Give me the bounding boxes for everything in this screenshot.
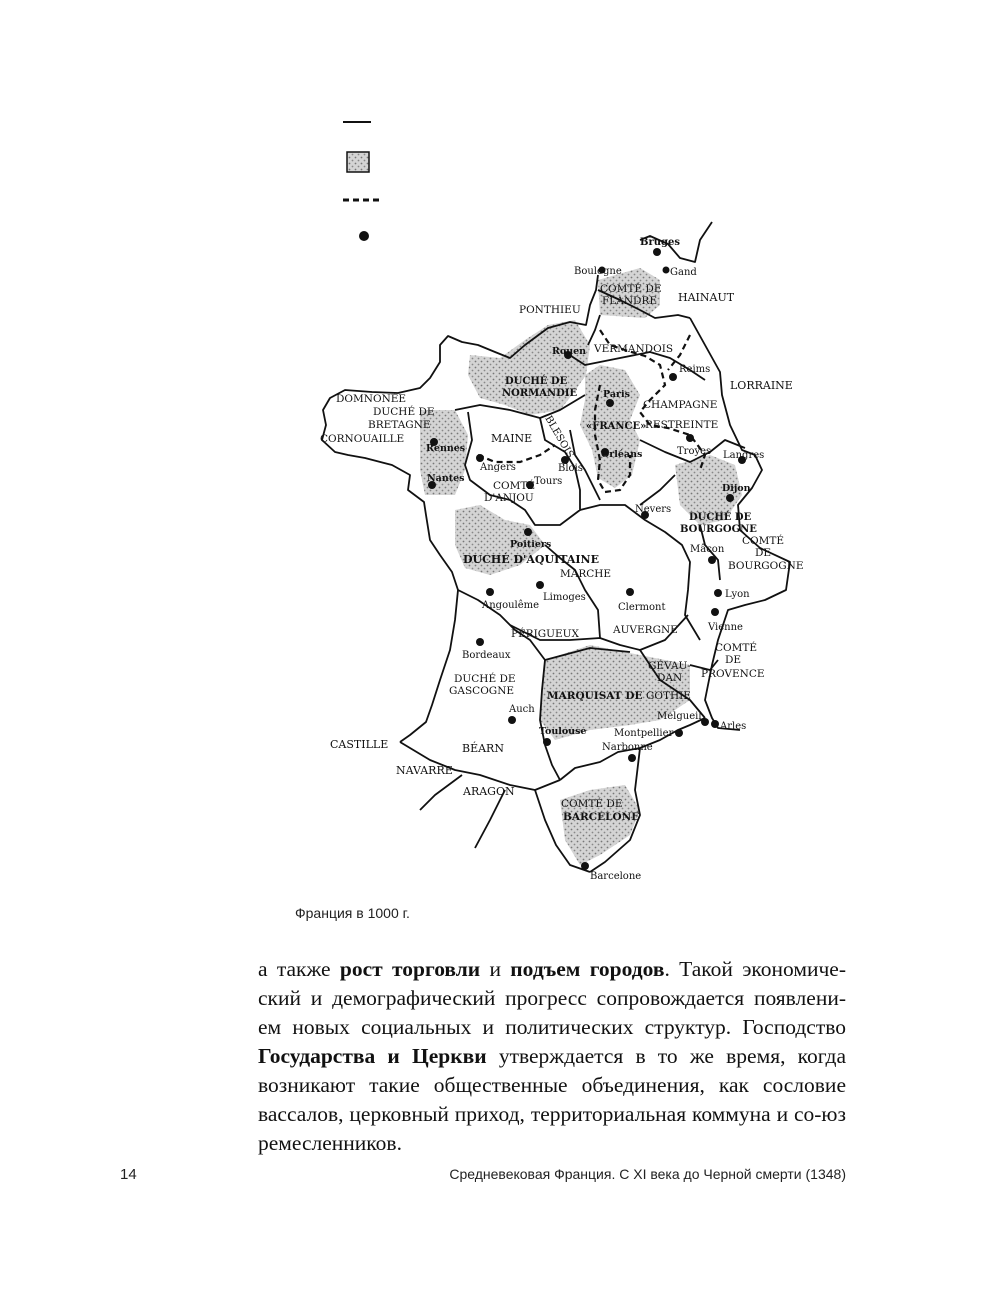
map-label: DOMNONÉE — [336, 393, 407, 405]
map-label: RESTREINTE — [645, 419, 719, 431]
map-label: Poitiers — [510, 539, 552, 550]
map-label: HAINAUT — [678, 291, 735, 304]
map-label: Nevers — [635, 504, 672, 515]
map-label: GOTHIE — [646, 690, 691, 702]
city-dot-angouleme — [486, 588, 494, 596]
map-label: COMTÉ DE — [561, 798, 623, 810]
map-label: BÉARN — [462, 742, 504, 755]
map-label: Vienne — [708, 622, 743, 633]
map-label: CASTILLE — [330, 738, 389, 751]
map-label: Angoulême — [482, 600, 540, 611]
map-label: Langres — [723, 450, 765, 461]
city-dot-clermont — [626, 588, 634, 596]
body-bold-term: подъем городов — [510, 957, 665, 981]
map-label: PÉRIGUEUX — [511, 628, 580, 640]
city-dot-bordeaux — [476, 638, 484, 646]
body-bold-term: Государства и Церкви — [258, 1044, 487, 1068]
city-dot-macon — [708, 556, 716, 564]
city-dot-troyes — [686, 434, 694, 442]
city-dot-auch — [508, 716, 516, 724]
map-label: PROVENCE — [701, 668, 765, 680]
city-dot-barcelone — [581, 862, 589, 870]
map-label: Lyon — [725, 589, 750, 600]
map-label: GASCOGNE — [449, 685, 515, 697]
map-label: ARAGON — [463, 785, 515, 798]
city-dot-poitiers — [524, 528, 532, 536]
map-label: PONTHIEU — [519, 304, 581, 316]
region-normandie — [468, 320, 590, 415]
map-label: Toulouse — [539, 726, 587, 737]
body-text-segment: . Такой экономиче-ский и демографический прогресс сопровождается появлени-ем новых социальных и политических структур. Господство — [258, 957, 846, 1039]
body-text-segment: а также — [258, 957, 340, 981]
city-dot-lyon — [714, 589, 722, 597]
map-legend — [343, 122, 381, 241]
map-label: Tours — [534, 476, 563, 487]
body-bold-term: рост торговли — [339, 957, 481, 981]
page-number: 14 — [120, 1166, 137, 1183]
map-label: CHAMPAGNE — [643, 399, 718, 411]
city-dot-bruges — [653, 248, 661, 256]
map-label: Dijon — [722, 483, 751, 494]
map-label: DUCHÉ DE — [689, 512, 752, 523]
figure-caption: Франция в 1000 г. — [295, 905, 410, 921]
map-label: BARCELONE — [563, 811, 640, 823]
map-label: BLESOIS — [542, 414, 576, 461]
map-label: CORNOUAILLE — [320, 433, 405, 445]
map-label: Limoges — [543, 592, 586, 603]
map-label: Reims — [679, 364, 711, 375]
map-label: DE — [755, 547, 772, 559]
map-label: Barcelone — [590, 871, 642, 882]
city-dot-toulouse — [543, 738, 551, 746]
map-label: DUCHÉ D'AQUITAINE — [463, 553, 599, 566]
body-paragraph — [258, 955, 846, 1158]
map-label: Boulogne — [574, 266, 622, 277]
map-label: Bruges — [640, 237, 680, 248]
map-label: MARCHE — [560, 568, 612, 580]
map-label: Clermont — [618, 602, 666, 613]
map-label: Rennes — [426, 443, 466, 454]
shaded-regions — [420, 268, 742, 865]
map-label: Bordeaux — [462, 650, 511, 661]
map-label: Blois — [558, 463, 583, 474]
map-label: MAINE — [491, 432, 533, 445]
map-label: BRETAGNE — [368, 419, 431, 431]
map-label: Narbonne — [602, 742, 653, 753]
map-label: DUCHÉ DE — [373, 406, 435, 418]
legend-royal-domain-swatch — [347, 152, 369, 172]
map-label: DUCHÉ DE — [505, 376, 568, 387]
city-dot-gand — [663, 267, 670, 274]
region-barcelone — [560, 785, 640, 865]
city-dot-dijon — [726, 494, 734, 502]
map-label: «FRANCE» — [586, 421, 647, 432]
map-label: Auch — [509, 704, 535, 715]
map-label: Melgueil — [657, 711, 702, 722]
city-dot-limoges — [536, 581, 544, 589]
map-label: COMTÉ DE — [600, 283, 662, 295]
map-label: Gand — [670, 267, 697, 278]
map-label: Montpellier — [614, 728, 674, 739]
city-dot-arles — [711, 720, 719, 728]
map-label: Troyes — [677, 446, 712, 457]
map-label: NAVARRE — [396, 764, 453, 777]
map-label: Paris — [603, 389, 631, 400]
map-label: NORMANDIE — [502, 388, 578, 399]
city-dot-paris — [606, 399, 614, 407]
map-label: Orléans — [601, 449, 643, 460]
map-label: COMTÉ — [715, 642, 758, 654]
map-label: COMTÉ — [742, 535, 785, 547]
running-footer-title: Средневековая Франция. С XI века до Черной смерти (1348) — [449, 1166, 846, 1182]
map-label: DE — [725, 654, 742, 666]
map-label: Arles — [720, 721, 747, 732]
map-label: Mâcon — [690, 544, 725, 555]
map-label: MARQUISAT DE — [547, 690, 643, 702]
map-label: BOURGOGNE — [728, 560, 804, 572]
map-label: COMTÉ — [493, 480, 536, 492]
city-dot-vienne — [711, 608, 719, 616]
map-label: Angers — [480, 462, 516, 473]
map-label: DAN — [657, 672, 683, 684]
map-label: DUCHÉ DE — [454, 673, 516, 685]
city-dot-montpellier — [675, 729, 683, 737]
map-label: BOURGOGNE — [680, 524, 757, 535]
map-label: LORRAINE — [730, 379, 793, 392]
map-label: AUVERGNE — [613, 624, 678, 636]
city-dot-melgueil — [701, 718, 709, 726]
map-label: VERMANDOIS — [594, 343, 674, 355]
map-label: GÉVAU- — [648, 660, 691, 672]
map-label: Nantes — [427, 473, 465, 484]
map-label: Rouen — [552, 346, 587, 357]
map-label: D'ANJOU — [484, 492, 534, 504]
map-label: FLANDRE — [602, 295, 658, 307]
body-text-segment: утверждается в то же время, когда возникают такие общественные объединения, как сословие вассалов, церковный приход, территориальная коммуна и со-юз ремесленников. — [258, 1044, 846, 1155]
city-dot-reims — [669, 373, 677, 381]
legend-city-dot — [359, 231, 369, 241]
city-dot-narbonne — [628, 754, 636, 762]
body-text-segment: и — [480, 957, 511, 981]
city-dot-angers — [476, 454, 484, 462]
